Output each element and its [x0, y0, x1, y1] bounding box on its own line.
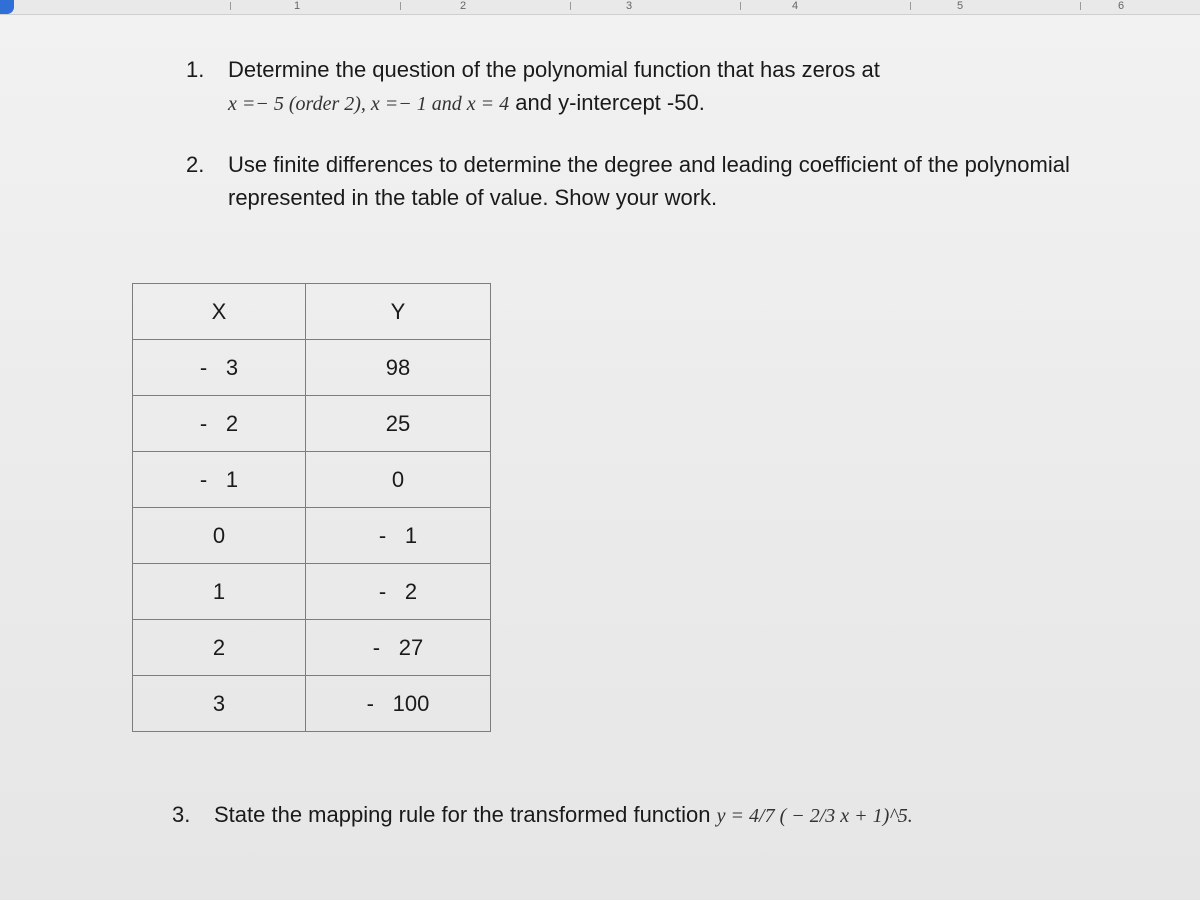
x-cell — [133, 508, 306, 564]
ruler-tick — [230, 2, 231, 10]
ruler-number: 3 — [626, 0, 633, 12]
ruler-tick — [570, 2, 571, 10]
ruler-tick — [1080, 2, 1081, 10]
table-row — [133, 676, 491, 732]
y-sign: - — [378, 578, 387, 604]
y-cell — [306, 508, 491, 564]
table-row — [133, 564, 491, 620]
table-row — [133, 508, 491, 564]
x-sign: - — [199, 354, 208, 380]
x-cell — [133, 340, 306, 396]
x-cell — [133, 564, 306, 620]
x-value: 3 — [212, 690, 226, 716]
y-sign: - — [372, 634, 381, 660]
y-sign: - — [366, 690, 374, 716]
y-value: 27 — [398, 634, 424, 660]
ruler-number: 5 — [957, 0, 964, 12]
y-value: 98 — [385, 354, 411, 380]
question-1-line-2 — [228, 88, 705, 119]
transformed-function-formula: y = 4/7 ( − 2/3 x + 1)^5. — [716, 805, 913, 827]
y-value: 0 — [391, 466, 405, 492]
x-value: 1 — [225, 466, 239, 492]
y-value: 100 — [392, 690, 430, 716]
x-value: 1 — [212, 578, 226, 604]
x-value: 2 — [212, 634, 226, 660]
question-text: Use finite differences to determine the degree and leading coefficient of the polynomial — [228, 152, 1070, 177]
x-value: 3 — [225, 354, 239, 380]
y-cell — [306, 340, 491, 396]
y-sign: - — [378, 522, 387, 548]
zeros-expression: x =− 5 (order 2), x =− 1 and x = 4 — [228, 93, 510, 115]
ruler-marker — [0, 0, 14, 14]
ruler-tick — [400, 2, 401, 10]
table-of-values — [132, 283, 491, 732]
ruler — [0, 0, 1200, 15]
ruler-number: 4 — [792, 0, 799, 12]
y-cell — [306, 564, 491, 620]
y-cell — [306, 620, 491, 676]
ruler-number: 6 — [1118, 0, 1125, 12]
y-cell — [306, 396, 491, 452]
column-header-x: X — [133, 284, 306, 340]
table-row — [133, 340, 491, 396]
question-text — [214, 800, 913, 831]
x-sign: - — [199, 466, 208, 492]
x-sign: - — [199, 410, 208, 436]
y-value: 25 — [385, 410, 411, 436]
ruler-number: 2 — [460, 0, 467, 12]
x-cell — [133, 620, 306, 676]
question-text: Determine the question of the polynomial function that has zeros at — [228, 57, 880, 82]
y-cell — [306, 452, 491, 508]
question-text-main: State the mapping rule for the transformed function — [214, 802, 711, 827]
question-2-line-2 — [228, 183, 717, 213]
table-row — [133, 396, 491, 452]
ruler-number: 1 — [294, 0, 301, 12]
x-value: 0 — [212, 522, 226, 548]
question-number: 3. — [172, 802, 191, 827]
question-number: 2. — [186, 152, 205, 177]
column-header-y: Y — [306, 284, 491, 340]
x-value: 2 — [225, 410, 239, 436]
question-number: 1. — [186, 57, 205, 82]
question-text: and y-intercept -50. — [515, 90, 705, 115]
question-text: represented in the table of value. Show your work. — [228, 185, 718, 210]
table-row — [133, 620, 491, 676]
x-cell — [133, 676, 306, 732]
y-cell — [306, 676, 491, 732]
table-row — [133, 452, 491, 508]
x-cell — [133, 452, 306, 508]
table-header-row — [133, 284, 491, 340]
x-cell — [133, 396, 306, 452]
ruler-tick — [910, 2, 911, 10]
y-value: 1 — [404, 522, 418, 548]
y-value: 2 — [404, 578, 418, 604]
ruler-tick — [740, 2, 741, 10]
